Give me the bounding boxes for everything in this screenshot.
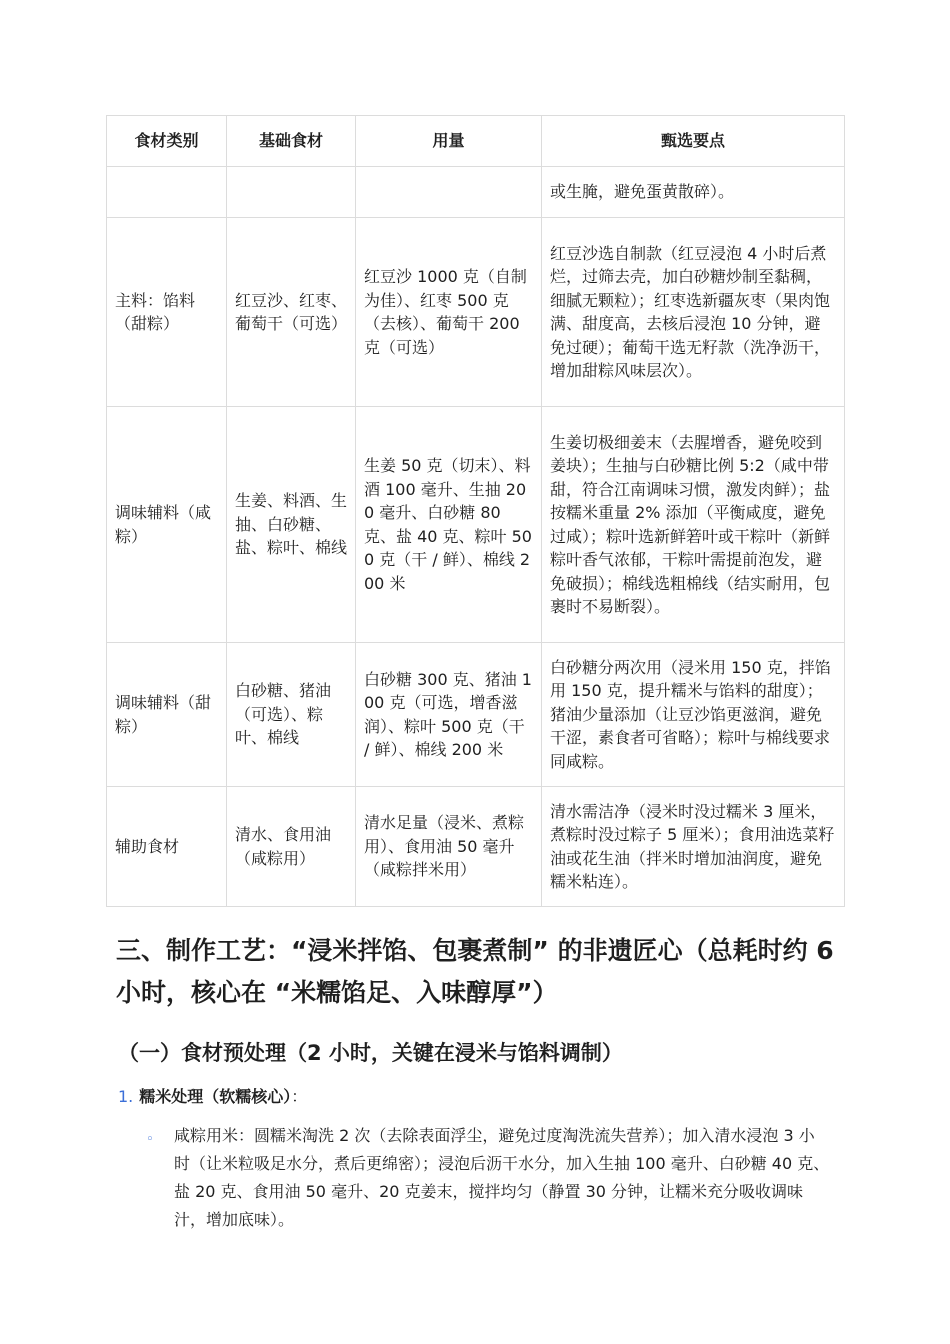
table-row: [107, 167, 845, 218]
cell-amount: 白砂糖 300 克、猪油 100 克（可选，增香滋润）、粽叶 500 克（干 / 鲜）、棉线 200 米: [356, 643, 542, 787]
header-category: 食材类别: [107, 116, 227, 167]
cell-base: 生姜、料酒、生抽、白砂糖、盐、粽叶、棉线: [227, 407, 356, 643]
cell-points: 生姜切极细姜末（去腥增香，避免咬到姜块）；生抽与白砂糖比例 5:2（咸中带甜，符合江南调味习惯，激发肉鲜）；盐按糯米重量 2% 添加（平衡咸度，避免过咸）；粽叶选新鲜箬叶或干粽叶（新鲜粽叶香气浓郁，干粽叶需提前泡发，避免破损）；棉线选粗棉线（结实耐用，包裹时不易断裂）。: [542, 407, 845, 643]
table-row: [107, 787, 845, 907]
cell-category: 调味辅料（甜粽）: [107, 643, 227, 787]
subsection-heading: （一）食材预处理（2 小时，关键在浸米与馅料调制）: [118, 1041, 623, 1065]
header-base-ingredients: 基础食材: [227, 116, 356, 167]
list-item-suffix: ：: [291, 1087, 308, 1106]
sub-list-paragraph: 咸粽用米：圆糯米淘洗 2 次（去除表面浮尘，避免过度淘洗流失营养）；加入清水浸泡 3 小时（让米粒吸足水分，煮后更绵密）；浸泡后沥干水分，加入生抽 100 毫升、白砂糖 40 克、盐 20 克、食用油 50 毫升、20 克姜末，搅拌均匀（静置 30 分钟，让糯米充分吸收调味汁，增加底味）。: [174, 1126, 830, 1229]
ordered-list-item: [118, 1084, 838, 1110]
table-row: [107, 407, 845, 643]
header-selection-points: 甄选要点: [542, 116, 845, 167]
cell-category: 主料：馅料（甜粽）: [107, 218, 227, 407]
cell-base: 红豆沙、红枣、葡萄干（可选）: [227, 218, 356, 407]
header-amount: 用量: [356, 116, 542, 167]
cell-amount: 生姜 50 克（切末）、料酒 100 毫升、生抽 200 毫升、白砂糖 80 克、盐 40 克、粽叶 500 克（干 / 鲜）、棉线 200 米: [356, 407, 542, 643]
list-item-title: 糯米处理（软糯核心）: [139, 1087, 292, 1106]
cell-points: 清水需洁净（浸米时没过糯米 3 厘米，煮粽时没过粽子 5 厘米）；食用油选菜籽油或花生油（拌米时增加油润度，避免糯米粘连）。: [542, 787, 845, 907]
cell-base: 清水、食用油（咸粽用）: [227, 787, 356, 907]
table-row: [107, 643, 845, 787]
cell-amount: 清水足量（浸米、煮粽用）、食用油 50 毫升（咸粽拌米用）: [356, 787, 542, 907]
ingredients-table: [106, 115, 845, 907]
cell-category: 辅助食材: [107, 787, 227, 907]
cell-points: 红豆沙选自制款（红豆浸泡 4 小时后煮烂，过筛去壳，加白砂糖炒制至黏稠，细腻无颗粒）；红枣选新疆灰枣（果肉饱满、甜度高，去核后浸泡 10 分钟，避免过硬）；葡萄干选无籽款（洗净沥干，增加甜粽风味层次）。: [542, 218, 845, 407]
section-heading: 三、制作工艺：“浸米拌馅、包裹煮制” 的非遗匠心（总耗时约 6 小时，核心在 “米糯馅足、入味醇厚”）: [116, 936, 834, 1007]
list-number: 1.: [118, 1087, 134, 1106]
cell-points: 白砂糖分两次用（浸米用 150 克，拌馅用 150 克，提升糯米与馅料的甜度）；猪油少量添加（让豆沙馅更滋润，避免干涩，素食者可省略）；粽叶与棉线要求同咸粽。: [542, 643, 845, 787]
cell-category: [107, 167, 227, 218]
table-row: [107, 218, 845, 407]
table-header-row: [107, 116, 845, 167]
cell-points: 或生腌，避免蛋黄散碎）。: [542, 167, 845, 218]
cell-amount: [356, 167, 542, 218]
cell-base: [227, 167, 356, 218]
hollow-bullet-icon: ◦: [146, 1132, 154, 1147]
cell-base: 白砂糖、猪油（可选）、粽叶、棉线: [227, 643, 356, 787]
cell-amount: 红豆沙 1000 克（自制为佳）、红枣 500 克（去核）、葡萄干 200 克（可选）: [356, 218, 542, 407]
cell-category: 调味辅料（咸粽）: [107, 407, 227, 643]
